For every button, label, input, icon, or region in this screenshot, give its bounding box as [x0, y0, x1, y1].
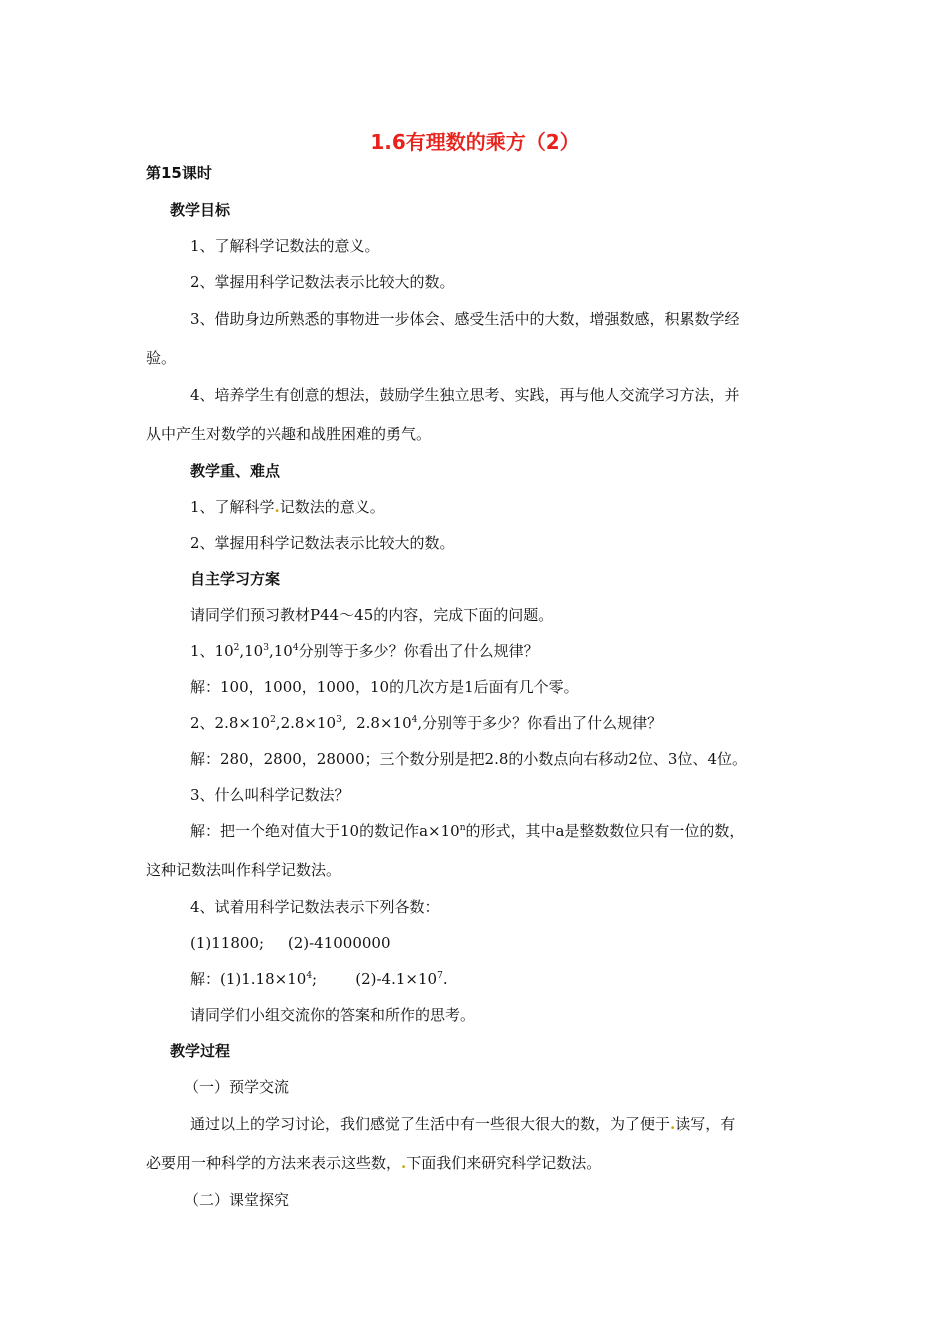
q2-sep2: , 2.8×10: [341, 714, 412, 732]
objective-2: 2、掌握用科学记数法表示比较大的数。: [190, 273, 455, 291]
mark-dot: .: [401, 1154, 407, 1172]
para-1-part2: 读写，有: [675, 1115, 736, 1133]
question-4: 4、试着用科学记数法表示下列各数：: [190, 898, 440, 916]
key-point-1-part2: 记数法的意义。: [279, 498, 385, 516]
a3-exp: n: [459, 823, 466, 833]
q1-suffix: 分别等于多少？你看出了什么规律？: [298, 642, 539, 660]
q1-sep1: ,10: [239, 642, 264, 660]
process-para-1: [190, 1114, 735, 1134]
q1-exp1: 2: [233, 643, 240, 653]
question-1: [190, 641, 539, 661]
mark-dot: .: [670, 1115, 676, 1133]
q1-sep2: ,10: [268, 642, 293, 660]
para-1-part1: 通过以上的学习讨论，我们感觉了生活中有一些很大很大的数，为了便于: [190, 1115, 671, 1133]
para-1-cont-part1: 必要用一种科学的方法来表示这些数，: [146, 1154, 402, 1172]
self-study-intro: 请同学们预习教材P44～45的内容，完成下面的问题。: [190, 606, 554, 624]
q2-exp2: 3: [336, 715, 342, 725]
a3-prefix: 解：把一个绝对值大于10的数记作a×10: [190, 822, 460, 840]
question-4-items: (1)11800; (2)-41000000: [190, 934, 391, 952]
lesson-number: 第15课时: [146, 164, 212, 182]
a3-suffix: 的形式，其中a是整数数位只有一位的数，: [465, 822, 745, 840]
self-study-heading: 自主学习方案: [190, 570, 281, 588]
q2-sep1: ,2.8×10: [275, 714, 337, 732]
process-heading: 教学过程: [170, 1042, 231, 1060]
mark-dot: .: [274, 498, 280, 516]
objective-3-cont: 验。: [146, 349, 177, 367]
key-point-1: [190, 497, 385, 517]
process-sub-1: （一）预学交流: [184, 1078, 290, 1096]
objective-4-cont: 从中产生对数学的兴趣和战胜困难的勇气。: [146, 425, 432, 443]
answer-3: [190, 821, 744, 841]
answer-2: 解：280，2800，28000；三个数分别是把2.8的小数点向右移动2位、3位、4位。: [190, 750, 748, 768]
a4-prefix: 解：(1)1.18×10: [190, 970, 307, 988]
objective-3: 3、借助身边所熟悉的事物进一步体会、感受生活中的大数，增强数感，积累数学经: [190, 310, 740, 328]
question-2: [190, 713, 662, 733]
process-sub-2: （二）课堂探究: [184, 1191, 290, 1209]
objective-1: 1、了解科学记数法的意义。: [190, 237, 380, 255]
key-points-heading: 教学重、难点: [190, 462, 281, 480]
q2-prefix: 2、2.8×10: [190, 714, 271, 732]
page-title: 1.6有理数的乘方（2）: [370, 130, 580, 154]
q1-exp2: 3: [263, 643, 269, 653]
answer-1: 解：100，1000，1000，10的几次方是1后面有几个零。: [190, 678, 579, 696]
q1-exp3: 4: [292, 643, 299, 653]
para-1-cont-part2: 下面我们来研究科学记数法。: [406, 1154, 602, 1172]
answer-3-cont: 这种记数法叫作科学记数法。: [146, 861, 342, 879]
objective-4: 4、培养学生有创意的想法，鼓励学生独立思考、实践，再与他人交流学习方法，并: [190, 386, 740, 404]
q1-prefix: 1、10: [190, 642, 234, 660]
a4-exp2: 7: [437, 971, 443, 981]
process-para-1-cont: [146, 1153, 601, 1173]
question-3: 3、什么叫科学记数法？: [190, 786, 350, 804]
objectives-heading: 教学目标: [170, 201, 231, 219]
q2-exp1: 2: [270, 715, 276, 725]
a4-mid: ; (2)-4.1×10: [312, 970, 438, 988]
a4-exp1: 4: [306, 971, 313, 981]
key-point-2: 2、掌握用科学记数法表示比较大的数。: [190, 534, 455, 552]
a4-suffix: .: [442, 970, 448, 988]
key-point-1-part1: 1、了解科学: [190, 498, 275, 516]
q2-exp3: 4: [411, 715, 418, 725]
closing-note: 请同学们小组交流你的答案和所作的思考。: [190, 1006, 476, 1024]
q2-suffix: ,分别等于多少？你看出了什么规律？: [417, 714, 663, 732]
answer-4: [190, 969, 448, 989]
